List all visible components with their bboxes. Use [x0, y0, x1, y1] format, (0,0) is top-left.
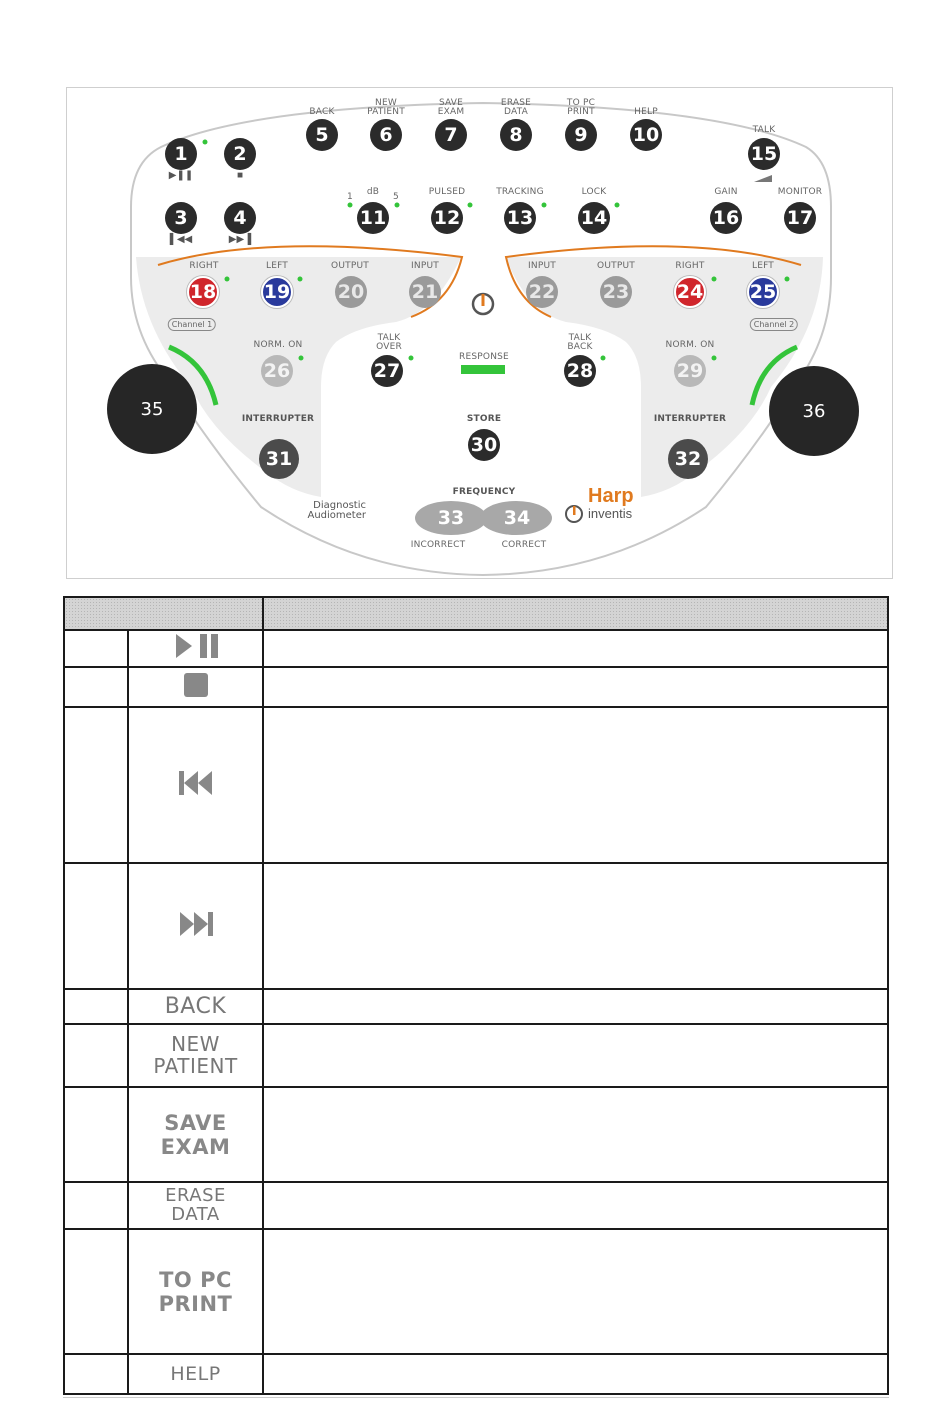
button-26[interactable]: 26 — [261, 355, 293, 387]
led-29 — [712, 356, 717, 361]
table-cell-number — [64, 1354, 128, 1394]
table-cell-number — [64, 1024, 128, 1087]
save-exam-symbol-line-2: EXAM — [160, 1134, 231, 1159]
table-cell-symbol — [128, 1024, 263, 1087]
play-pause-icon — [168, 632, 224, 660]
save-exam-label-2: EXAM — [437, 107, 465, 117]
channel-1-badge: Channel 1 — [168, 318, 216, 331]
table-header-cell-right — [263, 597, 888, 630]
table-header-cell-left — [64, 597, 263, 630]
ch2-output-label: OUTPUT — [597, 261, 635, 271]
product-name-line-1: Diagnostic — [313, 500, 366, 511]
button-16[interactable]: 16 — [710, 202, 742, 234]
button-4[interactable]: 4 — [224, 202, 256, 234]
previous-icon — [176, 768, 216, 798]
correct-label: CORRECT — [501, 540, 547, 550]
ch1-left-label: LEFT — [265, 261, 289, 271]
table-cell-symbol — [128, 630, 263, 667]
button-20[interactable]: 20 — [335, 276, 367, 308]
talk-over-label-2: OVER — [376, 342, 402, 352]
button-3[interactable]: 3 — [165, 202, 197, 234]
table-cell-description — [263, 1087, 888, 1182]
table-cell-description — [263, 1182, 888, 1229]
talk-label: TALK — [752, 125, 776, 135]
brand-inventis-logo: inventis — [588, 506, 633, 521]
table-row — [64, 1182, 888, 1229]
table-row — [64, 1087, 888, 1182]
stop-icon — [182, 671, 210, 699]
next-icon: ▶▶▐ — [228, 234, 252, 245]
button-21[interactable]: 21 — [409, 276, 441, 308]
led-18 — [225, 277, 230, 282]
table-cell-description — [263, 863, 888, 989]
ch2-input-label: INPUT — [528, 261, 556, 271]
led-19 — [298, 277, 303, 282]
table-cell-symbol — [128, 989, 263, 1024]
previous-icon: ▌◀◀ — [169, 234, 193, 245]
new-patient-symbol-line-2: PATIENT — [153, 1054, 238, 1078]
table-cell-number — [64, 989, 128, 1024]
save-exam-label-1: SAVE — [438, 98, 464, 108]
frequency-label: FREQUENCY — [452, 487, 516, 497]
back-label: BACK — [309, 107, 335, 117]
led-db-5 — [395, 203, 400, 208]
interrupter-label-right: INTERRUPTER — [653, 414, 727, 424]
button-12[interactable]: 12 — [431, 202, 463, 234]
button-7[interactable]: 7 — [435, 119, 467, 151]
erase-data-label-2: DATA — [504, 107, 528, 117]
led-12 — [468, 203, 473, 208]
ch2-right-label: RIGHT — [675, 261, 705, 271]
table-cell-number — [64, 863, 128, 989]
gain-label: GAIN — [714, 187, 738, 197]
button-11[interactable]: 11 — [357, 202, 389, 234]
table-cell-symbol — [128, 1229, 263, 1354]
db-label: dB — [366, 187, 380, 197]
to-pc-print-symbol-line-1: TO PC — [159, 1267, 232, 1292]
table-cell-number — [64, 667, 128, 707]
table-cell-symbol — [128, 863, 263, 989]
controls-table — [63, 596, 889, 1395]
erase-data-label-1: ERASE — [500, 98, 532, 108]
button-5[interactable]: 5 — [306, 119, 338, 151]
button-18[interactable]: 18 — [187, 276, 219, 308]
button-30[interactable]: 30 — [468, 429, 500, 461]
ch1-input-label: INPUT — [411, 261, 439, 271]
talk-over-label-1: TALK — [377, 333, 401, 343]
interrupter-label-left: INTERRUPTER — [241, 414, 315, 424]
db-5-label: 5 — [393, 192, 399, 202]
button-6[interactable]: 6 — [370, 119, 402, 151]
monitor-label: MONITOR — [777, 187, 823, 197]
lock-label: LOCK — [581, 187, 607, 197]
erase-data-symbol — [165, 1186, 226, 1224]
norm-on-label-right: NORM. ON — [665, 340, 715, 350]
bottom-rule — [63, 1397, 889, 1398]
led-27 — [409, 356, 414, 361]
tracking-label: TRACKING — [496, 187, 544, 197]
response-label: RESPONSE — [459, 352, 509, 362]
product-name-line-2: Audiometer — [307, 510, 366, 521]
product-name — [307, 501, 366, 521]
table-row — [64, 989, 888, 1024]
save-exam-symbol-line-1: SAVE — [164, 1110, 227, 1135]
button-1[interactable]: 1 — [165, 138, 197, 170]
button-25[interactable]: 25 — [747, 276, 779, 308]
to-pc-label-1: TO PC — [566, 98, 596, 108]
erase-data-symbol-line-2: DATA — [171, 1204, 220, 1225]
help-symbol: HELP — [170, 1363, 221, 1385]
new-patient-symbol — [153, 1033, 237, 1077]
led-26 — [299, 356, 304, 361]
led-13 — [542, 203, 547, 208]
table-cell-number — [64, 1087, 128, 1182]
button-15[interactable]: 15 — [748, 138, 780, 170]
to-pc-print-symbol — [159, 1268, 233, 1316]
button-13[interactable]: 13 — [504, 202, 536, 234]
table-cell-symbol — [128, 707, 263, 863]
led-28 — [601, 356, 606, 361]
table-cell-number — [64, 630, 128, 667]
table-row — [64, 630, 888, 667]
norm-on-label-left: NORM. ON — [253, 340, 303, 350]
table-row — [64, 1024, 888, 1087]
new-patient-label-2: PATIENT — [367, 107, 405, 117]
table-header-row — [64, 597, 888, 630]
button-31[interactable]: 31 — [259, 439, 299, 479]
table-cell-symbol — [128, 1087, 263, 1182]
erase-data-symbol-line-1: ERASE — [165, 1185, 226, 1206]
channel-2-badge: Channel 2 — [750, 318, 798, 331]
talk-back-label-1: TALK — [568, 333, 592, 343]
brand-harp-logo: Harp — [588, 485, 634, 507]
button-27[interactable]: 27 — [371, 355, 403, 387]
led-14 — [615, 203, 620, 208]
table-cell-description — [263, 707, 888, 863]
led-db-1 — [348, 203, 353, 208]
button-8[interactable]: 8 — [500, 119, 532, 151]
table-row — [64, 1229, 888, 1354]
next-icon — [176, 909, 216, 939]
save-exam-symbol — [161, 1111, 231, 1159]
talk-back-label-2: BACK — [567, 342, 593, 352]
ch2-left-label: LEFT — [751, 261, 775, 271]
to-pc-print-symbol-line-2: PRINT — [158, 1291, 233, 1316]
table-cell-number — [64, 1229, 128, 1354]
db-1-label: 1 — [347, 192, 353, 202]
button-10[interactable]: 10 — [630, 119, 662, 151]
button-17[interactable]: 17 — [784, 202, 816, 234]
knob-36[interactable]: 36 — [769, 366, 859, 456]
table-row — [64, 707, 888, 863]
table-cell-description — [263, 1354, 888, 1394]
button-24[interactable]: 24 — [674, 276, 706, 308]
table-cell-description — [263, 667, 888, 707]
table-cell-symbol — [128, 667, 263, 707]
led-25 — [785, 277, 790, 282]
to-pc-label-2: PRINT — [567, 107, 595, 117]
table-cell-number — [64, 707, 128, 863]
button-33[interactable]: 33 — [437, 507, 465, 529]
table-cell-description — [263, 630, 888, 667]
button-9[interactable]: 9 — [565, 119, 597, 151]
back-symbol: BACK — [164, 993, 227, 1019]
new-patient-symbol-line-1: NEW — [171, 1032, 220, 1056]
table-cell-description — [263, 1024, 888, 1087]
incorrect-label: INCORRECT — [410, 540, 466, 550]
button-19[interactable]: 19 — [261, 276, 293, 308]
pulsed-label: PULSED — [428, 187, 466, 197]
led-24 — [712, 277, 717, 282]
ch1-right-label: RIGHT — [189, 261, 219, 271]
table-row — [64, 1354, 888, 1394]
store-label: STORE — [466, 414, 502, 424]
led-1 — [203, 140, 208, 145]
button-14[interactable]: 14 — [578, 202, 610, 234]
button-29[interactable]: 29 — [674, 355, 706, 387]
table-cell-description — [263, 989, 888, 1024]
table-cell-symbol — [128, 1182, 263, 1229]
knob-35[interactable]: 35 — [107, 364, 197, 454]
table-cell-description — [263, 1229, 888, 1354]
button-28[interactable]: 28 — [564, 355, 596, 387]
response-bar — [461, 365, 505, 374]
stop-icon: ■ — [236, 170, 244, 181]
table-cell-number — [64, 1182, 128, 1229]
table-row — [64, 667, 888, 707]
ch1-output-label: OUTPUT — [331, 261, 369, 271]
table-row — [64, 863, 888, 989]
play-pause-icon: ▶❚❚ — [168, 170, 194, 181]
button-34[interactable]: 34 — [503, 507, 531, 529]
button-32[interactable]: 32 — [668, 439, 708, 479]
new-patient-label-1: NEW — [375, 98, 397, 108]
button-2[interactable]: 2 — [224, 138, 256, 170]
button-23[interactable]: 23 — [600, 276, 632, 308]
button-22[interactable]: 22 — [526, 276, 558, 308]
table-cell-symbol — [128, 1354, 263, 1394]
help-label: HELP — [634, 107, 658, 117]
